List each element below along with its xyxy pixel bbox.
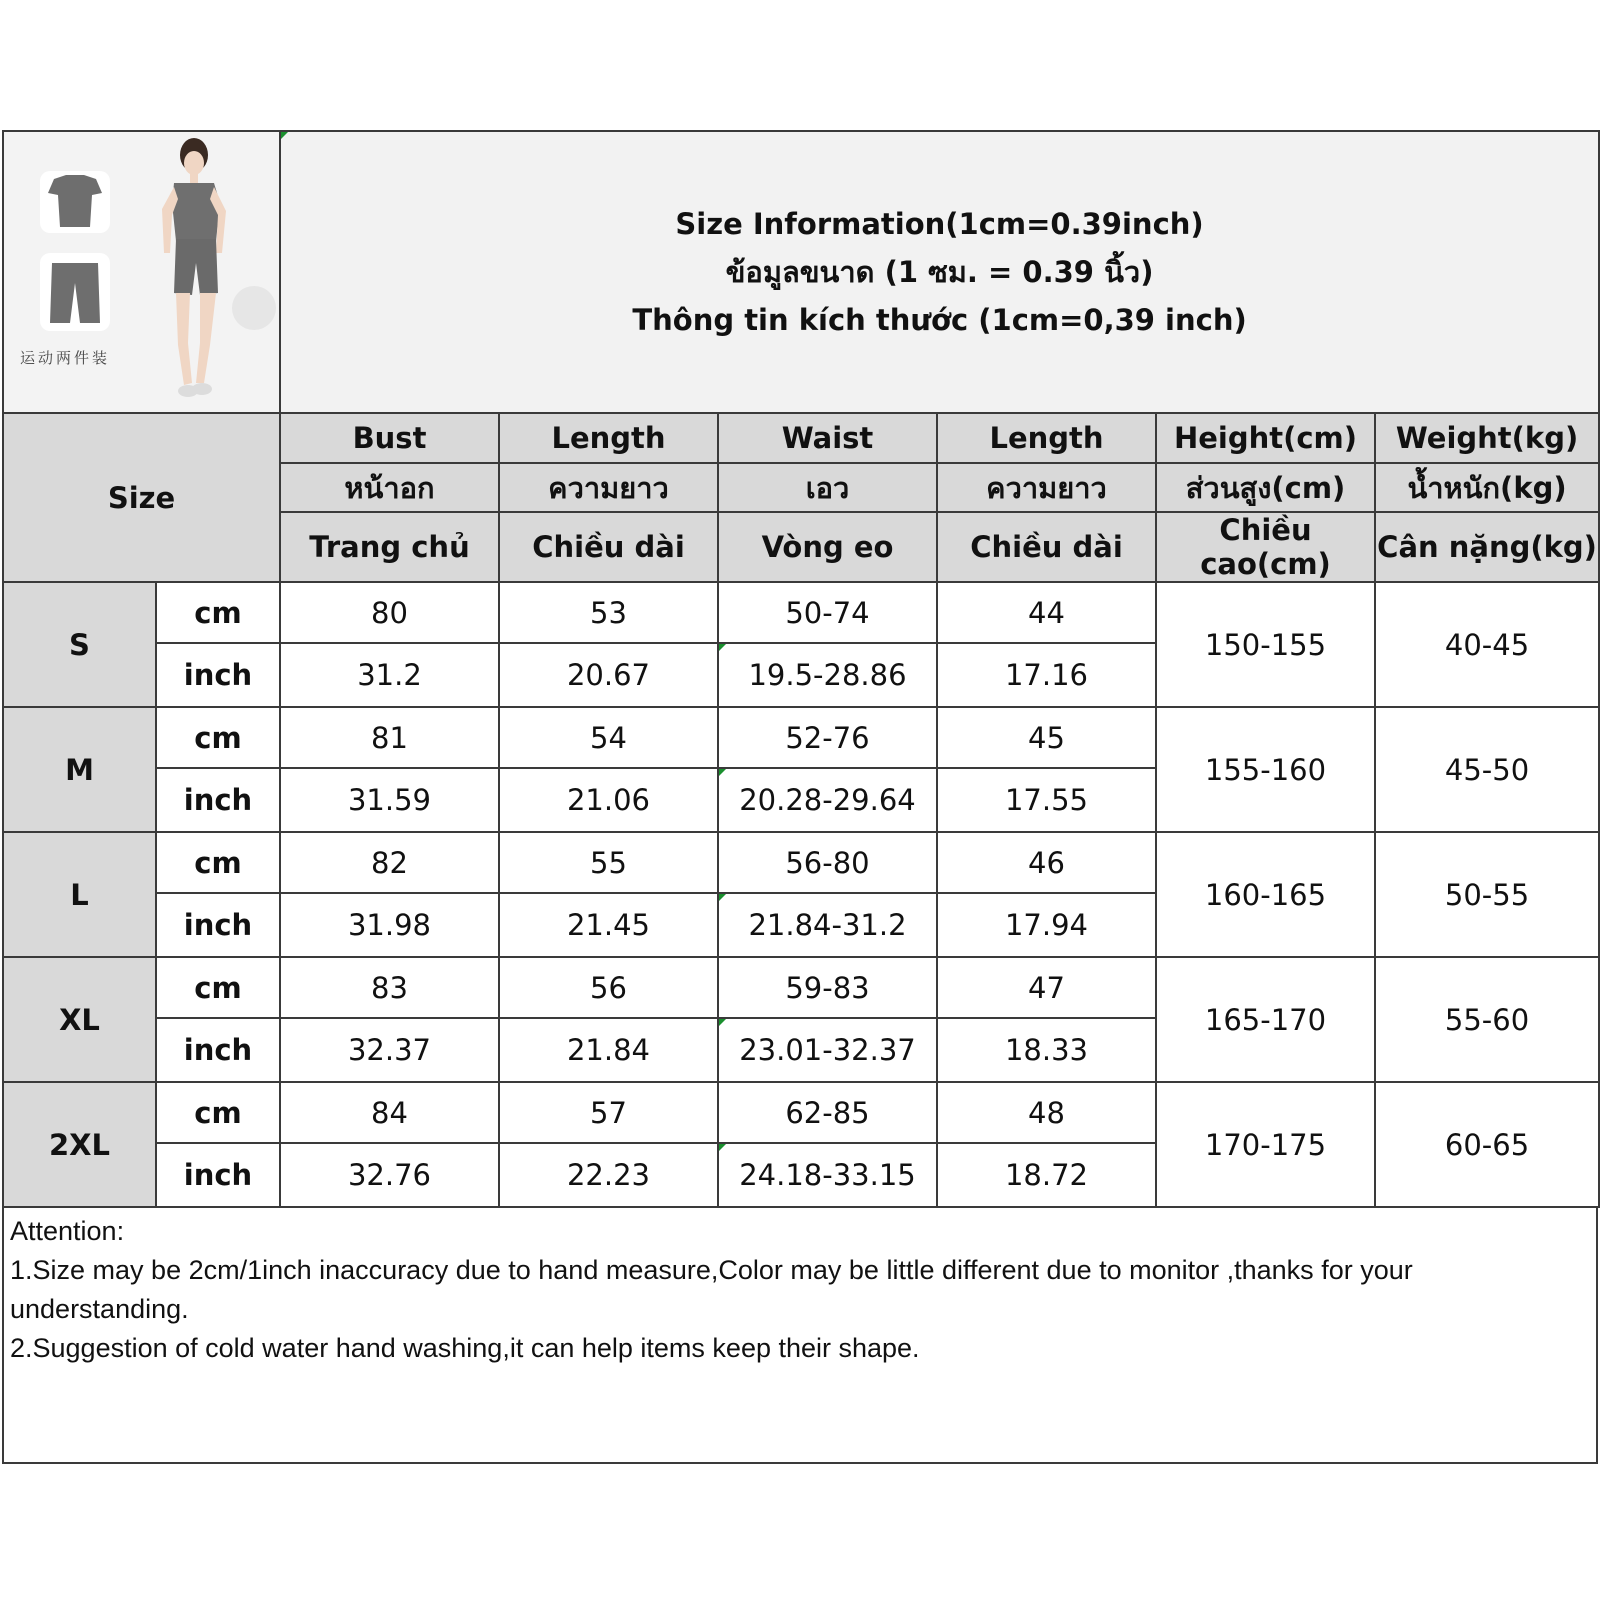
- column-header-vi: Chiều dài: [499, 512, 718, 582]
- measurement-cell: 53: [499, 582, 718, 643]
- measurement-cell: 80: [280, 582, 499, 643]
- column-header-en: Height(cm): [1156, 413, 1375, 463]
- measurement-cell: 31.2: [280, 643, 499, 707]
- table-row: [3, 957, 1599, 1018]
- measurement-cell: 57: [499, 1082, 718, 1143]
- unit-label: cm: [156, 1082, 280, 1143]
- measurement-cell: 20.28-29.64: [718, 768, 937, 832]
- unit-label: inch: [156, 768, 280, 832]
- size-header: Size: [3, 413, 280, 582]
- measurement-cell: 20.67: [499, 643, 718, 707]
- height-range: 170-175: [1156, 1082, 1375, 1207]
- measurement-cell: 81: [280, 707, 499, 768]
- attention-notes: [2, 1208, 1598, 1464]
- table-row: [3, 1082, 1599, 1143]
- unit-label: inch: [156, 1018, 280, 1082]
- unit-label: inch: [156, 1143, 280, 1207]
- column-header-vi: Cân nặng(kg): [1375, 512, 1599, 582]
- column-header-vi: Chiều cao(cm): [1156, 512, 1375, 582]
- notes-item-1: 1.Size may be 2cm/1inch inaccuracy due to hand measure,Color may be little different due to monitor ,thanks for your understanding.: [10, 1255, 1413, 1324]
- measurement-cell: 59-83: [718, 957, 937, 1018]
- size-label: XL: [3, 957, 156, 1082]
- weight-range: 60-65: [1375, 1082, 1599, 1207]
- height-range: 165-170: [1156, 957, 1375, 1082]
- measurement-cell: 31.59: [280, 768, 499, 832]
- measurement-cell: 56-80: [718, 832, 937, 893]
- column-header-th: ส่วนสูง(cm): [1156, 463, 1375, 512]
- column-header-en: Length: [499, 413, 718, 463]
- height-range: 155-160: [1156, 707, 1375, 832]
- corner-marker: [719, 894, 726, 901]
- size-label: 2XL: [3, 1082, 156, 1207]
- measurement-cell: 82: [280, 832, 499, 893]
- measurement-cell: 44: [937, 582, 1156, 643]
- column-header-th: ความยาว: [937, 463, 1156, 512]
- unit-label: inch: [156, 893, 280, 957]
- measurement-cell: 32.37: [280, 1018, 499, 1082]
- size-label: L: [3, 832, 156, 957]
- product-photo: [3, 131, 280, 413]
- weight-range: 45-50: [1375, 707, 1599, 832]
- unit-label: cm: [156, 832, 280, 893]
- table-row: [3, 707, 1599, 768]
- measurement-cell: 54: [499, 707, 718, 768]
- title-vietnamese: Thông tin kích thước (1cm=0,39 inch): [632, 303, 1247, 337]
- measurement-cell: 24.18-33.15: [718, 1143, 937, 1207]
- weight-range: 55-60: [1375, 957, 1599, 1082]
- column-header-en: Weight(kg): [1375, 413, 1599, 463]
- measurement-cell: 48: [937, 1082, 1156, 1143]
- unit-label: cm: [156, 957, 280, 1018]
- size-label: M: [3, 707, 156, 832]
- weight-range: 40-45: [1375, 582, 1599, 707]
- unit-label: inch: [156, 643, 280, 707]
- size-label: S: [3, 582, 156, 707]
- measurement-cell: 50-74: [718, 582, 937, 643]
- column-header-vi: Vòng eo: [718, 512, 937, 582]
- column-header-en: Bust: [280, 413, 499, 463]
- measurement-cell: 18.33: [937, 1018, 1156, 1082]
- measurement-cell: 21.84: [499, 1018, 718, 1082]
- column-header-th: น้ำหนัก(kg): [1375, 463, 1599, 512]
- column-header-vi: Trang chủ: [280, 512, 499, 582]
- measurement-cell: 84: [280, 1082, 499, 1143]
- column-header-en: Length: [937, 413, 1156, 463]
- height-range: 160-165: [1156, 832, 1375, 957]
- measurement-cell: 21.84-31.2: [718, 893, 937, 957]
- notes-item-2: 2.Suggestion of cold water hand washing,it can help items keep their shape.: [10, 1333, 920, 1363]
- photo-caption: 运动两件装: [20, 349, 111, 367]
- unit-label: cm: [156, 707, 280, 768]
- corner-marker: [719, 1019, 726, 1026]
- column-header-th: ความยาว: [499, 463, 718, 512]
- measurement-cell: 83: [280, 957, 499, 1018]
- title-thai: ข้อมูลขนาด (1 ซม. = 0.39 นิ้ว): [725, 255, 1154, 289]
- corner-marker: [281, 132, 288, 139]
- title-english: Size Information(1cm=0.39inch): [675, 207, 1204, 241]
- measurement-cell: 18.72: [937, 1143, 1156, 1207]
- measurement-cell: 45: [937, 707, 1156, 768]
- measurement-cell: 21.45: [499, 893, 718, 957]
- table-row: [3, 582, 1599, 643]
- measurement-cell: 56: [499, 957, 718, 1018]
- size-chart: [2, 130, 1598, 1464]
- corner-marker: [719, 769, 726, 776]
- column-header-th: หน้าอก: [280, 463, 499, 512]
- corner-marker: [719, 1144, 726, 1151]
- measurement-cell: 31.98: [280, 893, 499, 957]
- unit-label: cm: [156, 582, 280, 643]
- measurement-cell: 62-85: [718, 1082, 937, 1143]
- measurement-cell: 47: [937, 957, 1156, 1018]
- measurement-cell: 21.06: [499, 768, 718, 832]
- outfit-illustration: [4, 133, 278, 411]
- weight-range: 50-55: [1375, 832, 1599, 957]
- measurement-cell: 22.23: [499, 1143, 718, 1207]
- column-header-th: เอว: [718, 463, 937, 512]
- measurement-cell: 23.01-32.37: [718, 1018, 937, 1082]
- measurement-cell: 32.76: [280, 1143, 499, 1207]
- corner-marker: [719, 644, 726, 651]
- measurement-cell: 17.55: [937, 768, 1156, 832]
- measurement-cell: 17.16: [937, 643, 1156, 707]
- height-range: 150-155: [1156, 582, 1375, 707]
- measurement-cell: 19.5-28.86: [718, 643, 937, 707]
- measurement-cell: 52-76: [718, 707, 937, 768]
- column-header-vi: Chiều dài: [937, 512, 1156, 582]
- notes-heading: Attention:: [10, 1216, 125, 1246]
- column-header-en: Waist: [718, 413, 937, 463]
- table-row: [3, 832, 1599, 893]
- measurement-cell: 55: [499, 832, 718, 893]
- measurement-cell: 17.94: [937, 893, 1156, 957]
- size-info-title: [280, 131, 1599, 413]
- measurement-cell: 46: [937, 832, 1156, 893]
- size-table: [2, 130, 1600, 1208]
